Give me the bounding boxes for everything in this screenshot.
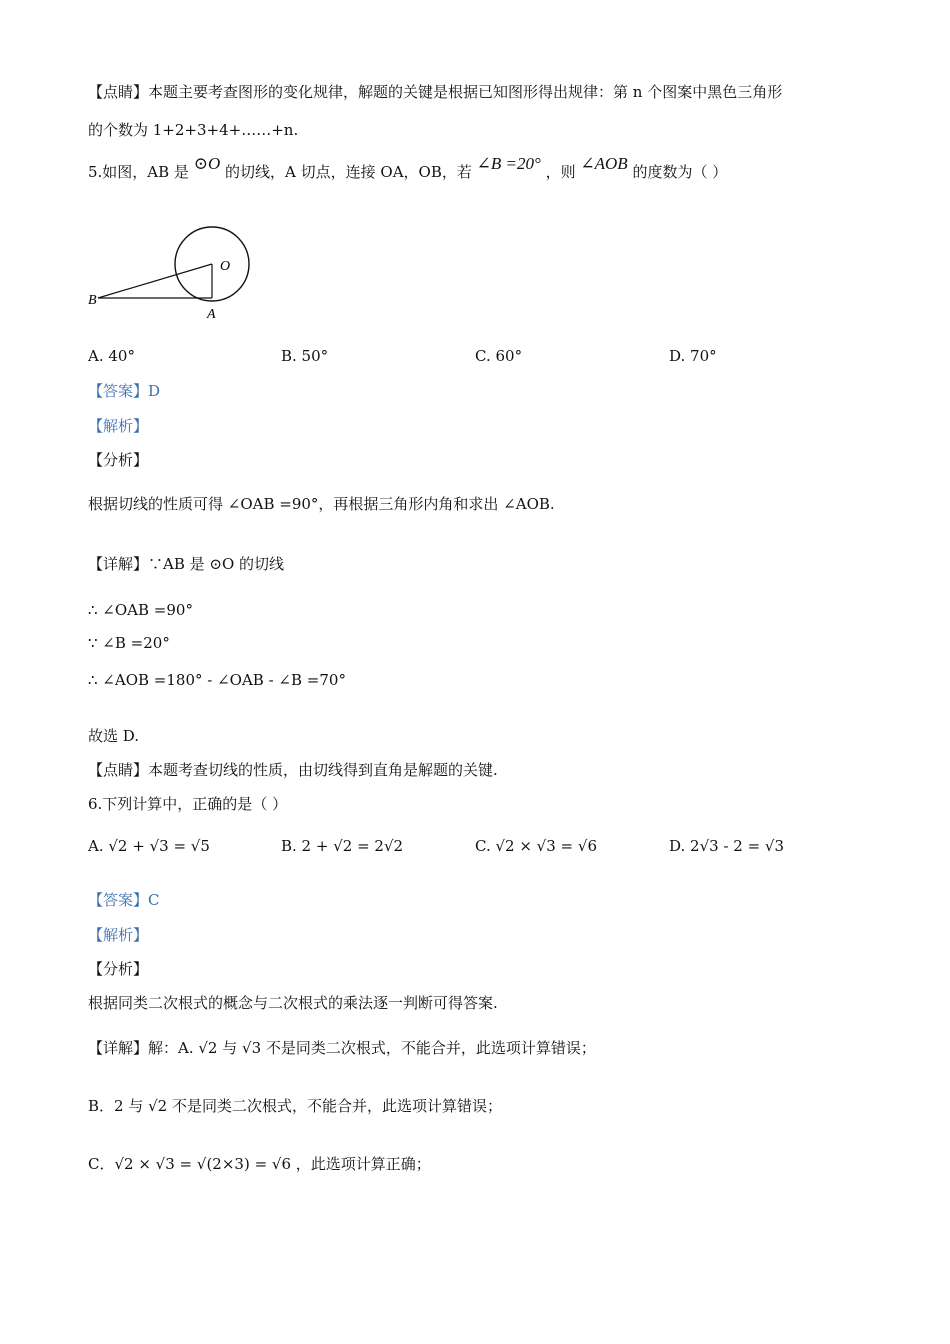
paragraph-dianjing-prev: 【点睛】本题主要考查图形的变化规律，解题的关键是根据已知图形得出规律：第 n 个图案中黑色三角形 [88,83,783,101]
q5-detail: 【详解】∵AB 是 ⊙O 的切线 [88,555,285,573]
q5-dianjing: 【点睛】本题考查切线的性质，由切线得到直角是解题的关键. [88,761,498,779]
q5-option-a: A. 40° [88,347,135,365]
q5-step-2: ∵ ∠B =20° [88,634,170,652]
q5-guxuan: 故选 D. [88,727,140,745]
q6-detail-b: B．2 与 √2 不是同类二次根式，不能合并，此选项计算错误； [88,1097,502,1115]
q6-option-b: B. 2 + √2 = 2√2 [281,837,404,855]
q6-fenxi-body: 根据同类二次根式的概念与二次根式的乘法逐一判断可得答案. [88,994,498,1012]
segment-bo [98,264,212,298]
q5-part-1: 5.如图，AB 是 [88,163,189,181]
q5-jiexi: 【解析】 [88,417,149,435]
q6-option-d: D. 2√3 - 2 = √3 [669,837,785,855]
paragraph-dianjing-prev-cont: 的个数为 1+2+3+4+……+n. [88,121,299,139]
q5-step-1: ∴ ∠OAB =90° [88,601,193,619]
q5-answer: 【答案】D [88,382,161,400]
q5-option-b: B. 50° [281,347,329,365]
q5-option-c: C. 60° [475,347,523,365]
q5-fenxi-body: 根据切线的性质可得 ∠OAB =90°，再根据三角形内角和求出 ∠AOB. [88,495,555,513]
label-a: A [207,307,216,322]
label-o: O [220,259,231,274]
q5-step-3: ∴ ∠AOB =180° - ∠OAB - ∠B =70° [88,671,346,689]
q6-fenxi: 【分析】 [88,960,149,978]
tangent-figure [86,220,266,330]
q5-angle-b: ∠B =20° [476,154,541,173]
q5-part-3: ，则 [545,163,576,181]
question-5 [88,154,728,182]
q6-detail-c: C．√2 × √3 = √(2×3) = √6 ，此选项计算正确； [88,1155,431,1173]
question-6: 6.下列计算中，正确的是（ ） [88,795,288,813]
q5-part-4: 的度数为（ ） [632,163,728,181]
q6-option-c: C. √2 × √3 = √6 [475,837,597,855]
q5-circle-o: ⊙O [193,154,221,173]
label-b: B [88,293,97,308]
q6-answer: 【答案】C [88,891,160,909]
q5-part-2: 的切线，A 切点，连接 OA，OB，若 [225,163,472,181]
q5-option-d: D. 70° [669,347,717,365]
q6-jiexi: 【解析】 [88,926,149,944]
q5-fenxi: 【分析】 [88,451,149,469]
q6-detail-a: 【详解】解：A. √2 与 √3 不是同类二次根式，不能合并，此选项计算错误； [88,1039,596,1057]
q5-angle-aob: ∠AOB [580,154,628,173]
q6-option-a: A. √2 + √3 = √5 [88,837,210,855]
